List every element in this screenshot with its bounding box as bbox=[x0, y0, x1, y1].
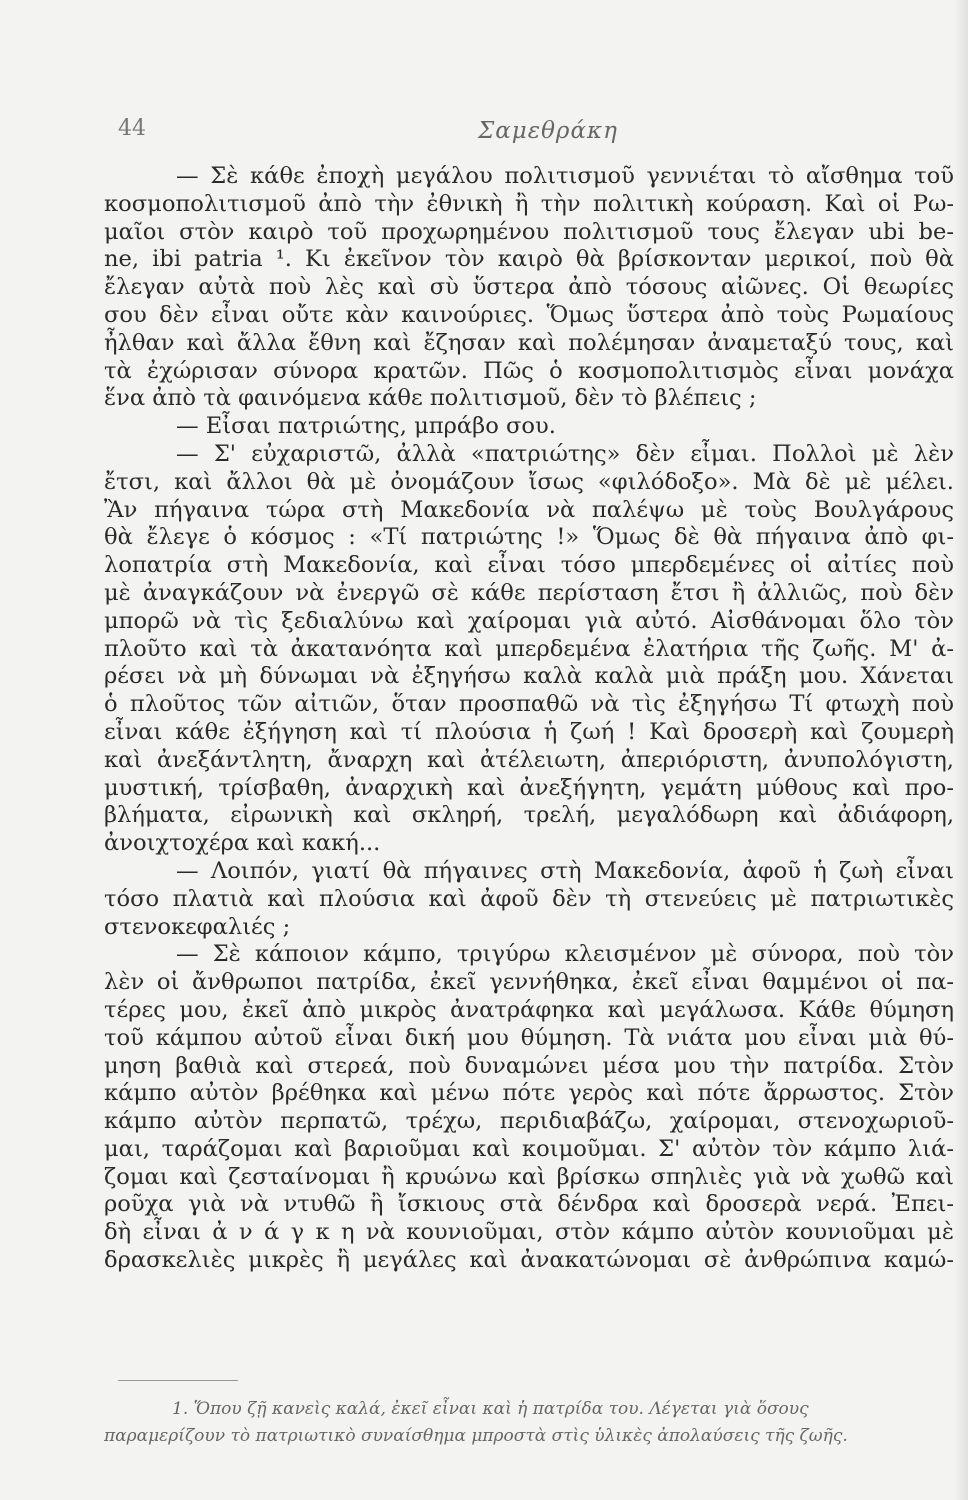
text-line: ἕνα ἀπὸ τὰ φαινόμενα κάθε πολιτισμοῦ, δὲν τὸ βλέπεις ; bbox=[104, 385, 757, 412]
text-line: λοπατρία στὴ Μακεδονία, καὶ εἶναι τόσο μπερδεμένες οἱ αἰτίες ποὺ bbox=[104, 552, 954, 579]
text-line: ροῦχα γιὰ νὰ ντυθῶ ἢ ἴσκιους στὰ δένδρα καὶ δροσερὰ νερά. Ἐπει- bbox=[104, 1191, 954, 1218]
text-line: τόσο πλατιὰ καὶ πλούσια καὶ ἀφοῦ δὲν τὴ στενεύεις μὲ πατριωτικὲς bbox=[104, 885, 954, 912]
text-line: λὲν οἱ ἄνθρωποι πατρίδα, ἐκεῖ γεννήθηκα, ἐκεῖ εἶναι θαμμένοι οἱ πα- bbox=[104, 969, 954, 996]
text-line: κάμπο αὐτὸν περπατῶ, τρέχω, περιδιαβάζω, χαίρομαι, στενοχωριοῦ- bbox=[104, 1108, 954, 1135]
footnote-line: 1. Ὅπου ζῇ κανεὶς καλά, ἐκεῖ εἶναι καὶ ἡ πατρίδα του. Λέγεται γιὰ ὅσους bbox=[172, 1399, 809, 1419]
text-line: μηση βαθιὰ καὶ στερεά, ποὺ δυναμώνει μέσα μου τὴν πατρίδα. Στὸν bbox=[104, 1052, 954, 1079]
text-line: Ἂν πήγαινα τώρα στὴ Μακεδονία νὰ παλέψω μὲ τοὺς Βουλγάρους bbox=[104, 496, 954, 523]
page-header bbox=[118, 110, 908, 150]
text-line: ἦλθαν καὶ ἄλλα ἔθνη καὶ ἔζησαν καὶ πολέμησαν ἀναμεταξύ τους, καὶ bbox=[104, 329, 954, 356]
text-line: — Σὲ κάποιον κάμπο, τριγύρω κλεισμένον μὲ σύνορα, ποὺ τὸν bbox=[176, 941, 954, 968]
text-line: — Σ' εὐχαριστῶ, ἀλλὰ «πατριώτης» δὲν εἶμαι. Πολλοὶ μὲ λὲν bbox=[176, 440, 954, 467]
footnote-line: παραμερίζουν τὸ πατριωτικὸ συναίσθημα μπροστὰ στὶς ὑλικὲς ἀπολαύσεις τῆς ζωῆς. bbox=[104, 1426, 848, 1446]
text-line: τέρες μου, ἐκεῖ ἀπὸ μικρὸς ἀνατράφηκα καὶ μεγάλωσα. Κάθε θύμηση bbox=[104, 996, 954, 1023]
text-line: μπορῶ νὰ τὶς ξεδιαλύνω καὶ χαίρομαι γιὰ αὐτό. Αἰσθάνομαι ὅλο τὸν bbox=[104, 607, 954, 634]
text-line: βλήματα, εἰρωνικὴ καὶ σκληρή, τρελή, μεγαλόδωρη καὶ ἀδιάφορη, bbox=[104, 802, 954, 829]
text-line: ζομαι καὶ ζεσταίνομαι ἢ κρυώνω καὶ βρίσκω σπηλιὲς γιὰ νὰ χωθῶ καὶ bbox=[104, 1163, 954, 1190]
text-line: ἔλεγαν αὐτὰ ποὺ λὲς καὶ σὺ ὕστερα ἀπὸ τόσους αἰῶνες. Οἱ θεωρίες bbox=[104, 274, 954, 301]
footnote-divider bbox=[118, 1380, 238, 1381]
text-line: μυστική, τρίσβαθη, ἀναρχικὴ καὶ ἀνεξήγητη, γεμάτη μύθους καὶ προ- bbox=[104, 774, 954, 801]
text-line: ἀνοιχτοχέρα καὶ κακή... bbox=[104, 830, 381, 857]
text-line: δὴ εἶναι ἀ ν ά γ κ η νὰ κουνιοῦμαι, στὸν κάμπο αὐτὸν κουνιοῦμαι μὲ bbox=[104, 1219, 954, 1246]
text-line: μαι, ταράζομαι καὶ βαριοῦμαι καὶ κοιμοῦμαι. Σ' αὐτὸν τὸν κάμπο λιά- bbox=[104, 1135, 954, 1162]
text-line: — Σὲ κάθε ἐποχὴ μεγάλου πολιτισμοῦ γεννιέται τὸ αἴσθημα τοῦ bbox=[176, 163, 954, 189]
running-title: Σαμεθράκη bbox=[478, 118, 618, 144]
text-line: μὲ ἀναγκάζουν νὰ ἐνεργῶ σὲ κάθε περίσταση ἔτσι ἢ ἀλλιῶς, ποὺ δὲν bbox=[104, 579, 954, 606]
text-line: ἔτσι, καὶ ἄλλοι θὰ μὲ ὀνομάζουν ἴσως «φιλόδοξο». Μὰ δὲ μὲ μέλει. bbox=[104, 468, 954, 495]
text-line: στενοκεφαλιές ; bbox=[104, 913, 291, 940]
text-line: σου δὲν εἶναι οὔτε κὰν καινούριες. Ὅμως ὕστερα ἀπὸ τοὺς Ρωμαίους bbox=[104, 301, 954, 328]
text-line: ρέσει νὰ μὴ δύνωμαι νὰ ἐξηγήσω καλὰ καλὰ μιὰ πράξη μου. Χάνεται bbox=[104, 663, 954, 690]
text-line: θὰ ἔλεγε ὁ κόσμος : «Τί πατριώτης !» Ὅμως δὲ θὰ πήγαινα ἀπὸ φι- bbox=[104, 524, 954, 551]
text-line: τὰ ἐχώρισαν σύνορα κρατῶν. Πῶς ὁ κοσμοπολιτισμὸς εἶναι μονάχα bbox=[104, 357, 954, 384]
text-line: — Εἶσαι πατριώτης, μπράβο σου. bbox=[176, 413, 556, 440]
text-line: — Λοιπόν, γιατί θὰ πήγαινες στὴ Μακεδονία, ἀφοῦ ἡ ζωὴ εἶναι bbox=[176, 857, 954, 884]
body-text bbox=[104, 163, 954, 1275]
footnotes bbox=[104, 1396, 954, 1450]
text-line: δρασκελιὲς μικρὲς ἢ μεγάλες καὶ ἀνακατώνομαι σὲ ἀνθρώπινα καμώ- bbox=[104, 1247, 954, 1274]
text-line: τοῦ κάμπου αὐτοῦ εἶναι δική μου θύμηση. Τὰ νιάτα μου εἶναι μιὰ θύ- bbox=[104, 1024, 954, 1051]
text-line: ne, ibi patria ¹. Κι ἐκεῖνον τὸν καιρὸ θὰ βρίσκονταν μερικοί, ποὺ θὰ bbox=[104, 246, 954, 273]
text-line: κοσμοπολιτισμοῦ ἀπὸ τὴν ἐθνικὴ ἢ τὴν πολιτικὴ κούραση. Καὶ οἱ Ρω- bbox=[104, 190, 954, 217]
text-line: κάμπο αὐτὸν βρέθηκα καὶ μένω πότε γερὸς καὶ πότε ἄρρωστος. Στὸν bbox=[104, 1080, 954, 1107]
text-line: καὶ ἀνεξάντλητη, ἄναρχη καὶ ἀτέλειωτη, ἀπεριόριστη, ἀνυπολόγιστη, bbox=[104, 746, 954, 773]
text-line: μαῖοι στὸν καιρὸ τοῦ προχωρημένου πολιτισμοῦ τους ἔλεγαν ubi be- bbox=[104, 218, 954, 245]
page-number: 44 bbox=[118, 116, 146, 141]
text-line: εἶναι κάθε ἐξήγηση καὶ τί πλούσια ἡ ζωή ! Καὶ δροσερὴ καὶ ζουμερὴ bbox=[104, 718, 954, 745]
text-line: πλοῦτο καὶ τὰ ἀκατανόητα καὶ μπερδεμένα ἐλατήρια τῆς ζωῆς. Μ' ἀ- bbox=[104, 635, 954, 662]
page-edge-shadow bbox=[954, 0, 968, 1500]
text-line: ὁ πλοῦτος τῶν αἰτιῶν, ὅταν προσπαθῶ νὰ τὶς ἐξηγήσω Τί φτωχὴ ποὺ bbox=[104, 691, 954, 718]
